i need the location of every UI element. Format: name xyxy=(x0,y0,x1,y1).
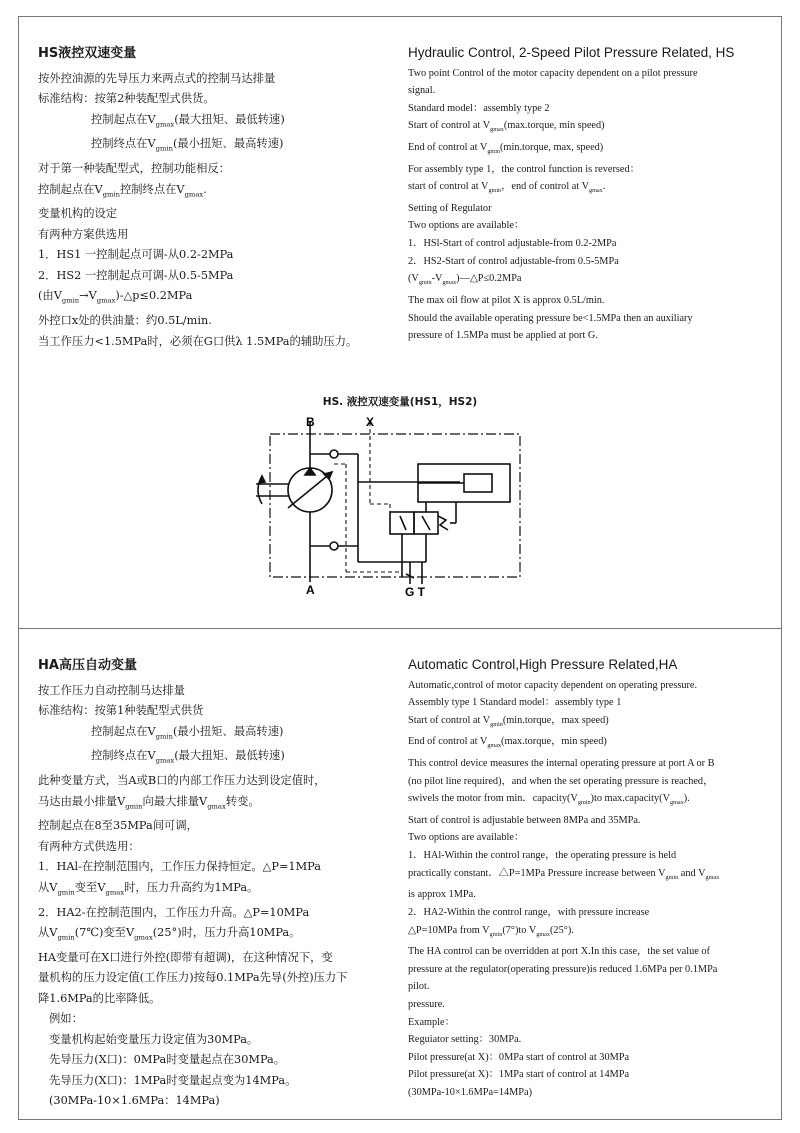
text-line: This control device measures the internal operating pressure at port A or B xyxy=(408,758,715,770)
text-line: The max oil flow at pilot X is approx 0.5L/min. xyxy=(408,294,605,306)
text-line: start of control at $V_{gmin}$，end of control at $V_{gmax}$. xyxy=(408,181,606,195)
text-line: 先导压力(X口)：0MPa时变量起点在30MPa。 xyxy=(49,1053,286,1067)
text-line: 变量机构起始变量压力设定值为30MPa。 xyxy=(49,1032,259,1046)
text-line: 量机构的压力设定值(工作压力)按每0.1MPa先导(外控)压力下 xyxy=(38,971,348,985)
text-line: Standard model：assembly type 2 xyxy=(408,102,550,114)
text-line: 马达由最小排量$V_{gmin}$向最大排量$V_{gmax}$转变。 xyxy=(38,794,260,810)
text-line: 降1.6MPa的比率降低。 xyxy=(38,991,161,1005)
ha-title-cn: HA高压自动变量 xyxy=(38,658,137,673)
text-line: HA变量可在X口进行外控(即带有超调)，在这种情况下，变 xyxy=(38,950,333,964)
hs-title-cn: HS液控双速变量 xyxy=(38,46,137,61)
ha-cn-text xyxy=(38,681,383,1112)
text-line: practically constant．△P=1MPa Pressure increase between $V_{gmin}$ and $V_{gmax}$ xyxy=(408,867,720,881)
hs-hydraulic-circuit-diagram xyxy=(250,412,530,602)
text-line: 2．HS2-Start of control adjustable-from 0.5-5MPa xyxy=(408,255,619,267)
text-line: 1．HAl-Within the control range，the operating pressure is held xyxy=(408,850,677,862)
text-line: 从$V_{gmin}$变至$V_{gmax}$时，压力升高约为1MPa。 xyxy=(38,880,259,896)
hs-cn-text xyxy=(38,69,383,353)
text-line: End of control at $V_{gmin}(\min.torque$, max, speed) xyxy=(408,142,604,156)
text-line: 标准结构：按第2种装配型式供货。 xyxy=(38,92,215,105)
text-line: Two options are available： xyxy=(408,220,525,232)
hs-chinese-column xyxy=(38,44,383,352)
text-line: 先导压力(X口)：1MPa时变量起点变为14MPa。 xyxy=(49,1073,297,1087)
text-line: 控制终点在$V_{gmax}$(最大扭矩、最低转速) xyxy=(91,749,285,765)
text-line: 标准结构：按第1种装配型式供货 xyxy=(38,704,204,717)
text-line: 1．HAl-在控制范围内，工作压力保持恒定。△P=1MPa xyxy=(38,860,322,874)
text-line: 控制终点在$V_{gmin}$(最小扭矩、最高转速) xyxy=(91,137,284,153)
text-line: 2．HS2 一控制起点可调-从0.5-5MPa xyxy=(38,268,234,282)
text-line: Two point Control of the motor capacity dependent on a pilot pressure xyxy=(408,67,698,79)
text-line: Start of control at $V_{gmin}(\min.torque$，max speed) xyxy=(408,714,609,728)
text-line: 控制起点在$V_{gmin}$控制终点在$V_{gmax}$. xyxy=(38,182,207,198)
text-line: 从$V_{gmin}(7℃)$变至$V_{gmax}(25^\circ)$时，压力升高10MPa。 xyxy=(38,926,301,942)
text-line: 例如： xyxy=(49,1012,83,1026)
text-line: pressure at the regulator(operating pressure)is reduced 1.6MPa per 0.1MPa xyxy=(408,963,718,975)
text-line: 控制起点在8至35MPa间可调， xyxy=(38,819,198,833)
text-line: signal. xyxy=(408,85,436,97)
text-line: (30MPa-10×1.6MPa：14MPa) xyxy=(49,1094,220,1108)
text-line: pressure of 1.5MPa must be applied at port G. xyxy=(408,330,598,342)
text-line: Pilot pressure(at X)：0MPa start of control at 30MPa xyxy=(408,1051,630,1063)
text-line: pilot. xyxy=(408,981,430,993)
hs-english-column xyxy=(408,44,760,345)
text-line: (30MPa-10×1.6MPa=14MPa) xyxy=(408,1086,533,1098)
text-line: swivels the motor from min．$capacity(V_{gmin})to$ $\max.capacity(V_{gmax})$. xyxy=(408,793,690,807)
hs-title-en: Hydraulic Control, 2-Speed Pilot Pressure Related, HS xyxy=(408,45,735,60)
text-line: Automatic,control of motor capacity dependent on operating pressure. xyxy=(408,679,698,691)
port-b-label: B xyxy=(306,415,315,429)
text-line: 1．HS1 一控制起点可调-从0.2-2MPa xyxy=(38,248,234,262)
port-gt-label: G T xyxy=(405,585,425,599)
text-line: Should the available operating pressure be<1.5MPa then an auxiliary xyxy=(408,312,693,324)
port-a-label: A xyxy=(306,583,315,597)
diagram-title: HS. 液控双速变量(HS1，HS2) xyxy=(322,396,478,408)
text-line: 此种变量方式，当A或B口的内部工作压力达到设定值时， xyxy=(38,774,326,787)
text-line: For assembly type 1，the control function is reversed： xyxy=(408,163,640,175)
text-line: 2．HA2-Within the control range，with pressure increase xyxy=(408,906,650,918)
text-line: (no pilot line required)，and when the set operating pressure is reached， xyxy=(408,775,714,787)
text-line: Two options are available： xyxy=(408,832,525,844)
text-line: pressure. xyxy=(408,998,445,1010)
text-line: End of control at $V_{gmax}(\max.torque$，min speed) xyxy=(408,736,607,750)
text-line: 控制起点在$V_{gmax}$(最大扭矩、最低转速) xyxy=(91,112,285,128)
text-line: 对于第一种装配型式，控制功能相反： xyxy=(38,162,231,175)
text-line: 控制起点在$V_{gmin}$(最小扭矩、最高转速) xyxy=(91,724,284,740)
text-line: 按工作压力自动控制马达排量 xyxy=(38,683,185,697)
text-line: 2．HA2-在控制范围内，工作压力升高。△P=10MPa xyxy=(38,905,310,919)
port-x-label: X xyxy=(366,415,375,429)
text-line: Setting of Regulator xyxy=(408,202,492,214)
text-line: Start of control is adjustable between 8MPa and 35MPa. xyxy=(408,814,641,826)
hs-en-text xyxy=(408,65,760,345)
text-line: (由$V_{gmin}\to V_{gmax})-\triangle p\le 0.2MPa$ xyxy=(38,289,193,305)
ha-en-text xyxy=(408,677,760,1102)
text-line: Example： xyxy=(408,1016,455,1028)
text-line: is approx 1MPa. xyxy=(408,889,476,901)
ha-title-en: Automatic Control,High Pressure Related,HA xyxy=(408,657,678,672)
text-line: 外控口x处的供油量：约0.5L/min. xyxy=(38,314,212,327)
text-line: 按外控油源的先导压力来两点式的控制马达排量 xyxy=(38,71,276,85)
text-line: 有两种方案供选用 xyxy=(38,227,129,241)
text-line: Reguiator setting：30MPa. xyxy=(408,1034,522,1046)
text-line: Assembly type 1 Standard model：assembly type 1 xyxy=(408,697,622,709)
text-line: △P=10MPa from $V_{gmin}(7^\circ)to$ $V_{gmax}(25^\circ)$. xyxy=(408,924,574,938)
text-line: 当工作压力<1.5MPa时，必须在G口供λ 1.5MPa的辅助压力。 xyxy=(38,334,358,348)
text-line: Start of control at $V_{gmax}(\max.torque$, min speed) xyxy=(408,120,605,134)
ha-chinese-column xyxy=(38,656,383,1112)
text-line: The HA control can be overridden at port X.In this case，the set value of xyxy=(408,946,710,958)
text-line: Pilot pressure(at X)：1MPa start of control at 14MPa xyxy=(408,1069,630,1081)
ha-english-column xyxy=(408,656,760,1101)
text-line: $(V_{gmin}-V_{gmax})—\triangle P\le 0.2MPa$ xyxy=(408,273,522,287)
text-line: 有两种方式供选用： xyxy=(38,839,140,853)
text-line: 变量机构的设定 xyxy=(38,207,118,221)
text-line: 1．HSl-Start of control adjustable-from 0.2-2MPa xyxy=(408,238,617,250)
